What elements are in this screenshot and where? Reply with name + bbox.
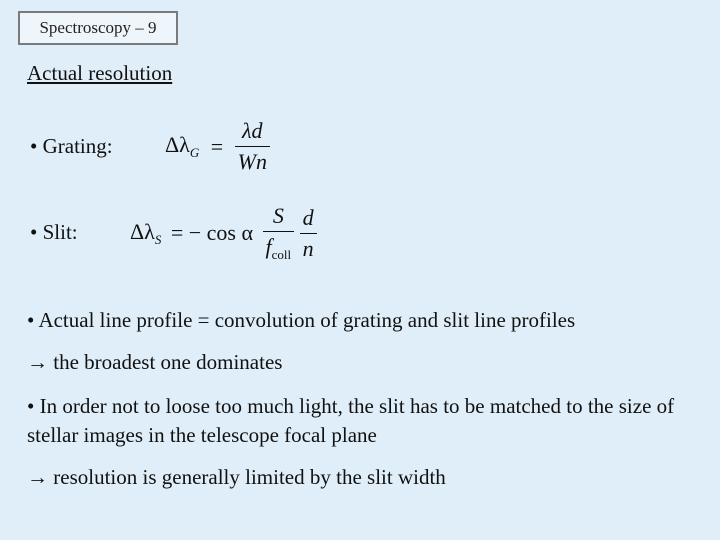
slide-number-title: Spectroscopy – 9 bbox=[18, 11, 178, 45]
formula-lhs bbox=[130, 218, 162, 247]
formula-fraction-d-over-n bbox=[300, 205, 317, 262]
formula-equals-cos: = − cos α bbox=[170, 220, 253, 245]
slide-heading: Actual resolution bbox=[27, 61, 173, 85]
arrow-broadest-dominates: → the broadest one dominates bbox=[27, 350, 283, 374]
bullet-grating-label: • Grating: bbox=[30, 134, 113, 158]
bullet-line-profile: • Actual line profile = convolution of grating and slit line profiles bbox=[27, 308, 576, 332]
bullet-slit-label: • Slit: bbox=[30, 220, 78, 244]
fraction-numerator: d bbox=[300, 205, 317, 234]
arrow-resolution-limited: → resolution is generally limited by the slit width bbox=[27, 465, 446, 489]
fraction-numerator: λd bbox=[235, 118, 270, 147]
slit-resolution-formula bbox=[130, 203, 317, 263]
formula-lhs-symbol: Δλ bbox=[130, 218, 155, 244]
formula-fraction-s-over-f bbox=[263, 203, 295, 263]
formula-equals: = bbox=[210, 133, 224, 159]
formula-lhs-subscript: G bbox=[189, 145, 200, 160]
formula-lhs-symbol: Δλ bbox=[165, 132, 190, 157]
fraction-denominator: $f_{coll}$ bbox=[265, 234, 292, 262]
grating-resolution-formula bbox=[165, 118, 270, 175]
formula-lhs bbox=[165, 132, 200, 160]
formula-fraction bbox=[235, 118, 270, 175]
bullet-slit-matching: • In order not to loose too much light, the slit has to be matched to the size of stellar images in the telescope focal plane bbox=[27, 394, 675, 447]
formula-lhs-subscript: S bbox=[154, 231, 162, 247]
fraction-denominator: n bbox=[302, 235, 314, 261]
fraction-denominator: Wn bbox=[237, 149, 267, 174]
fraction-numerator: S bbox=[263, 203, 295, 232]
